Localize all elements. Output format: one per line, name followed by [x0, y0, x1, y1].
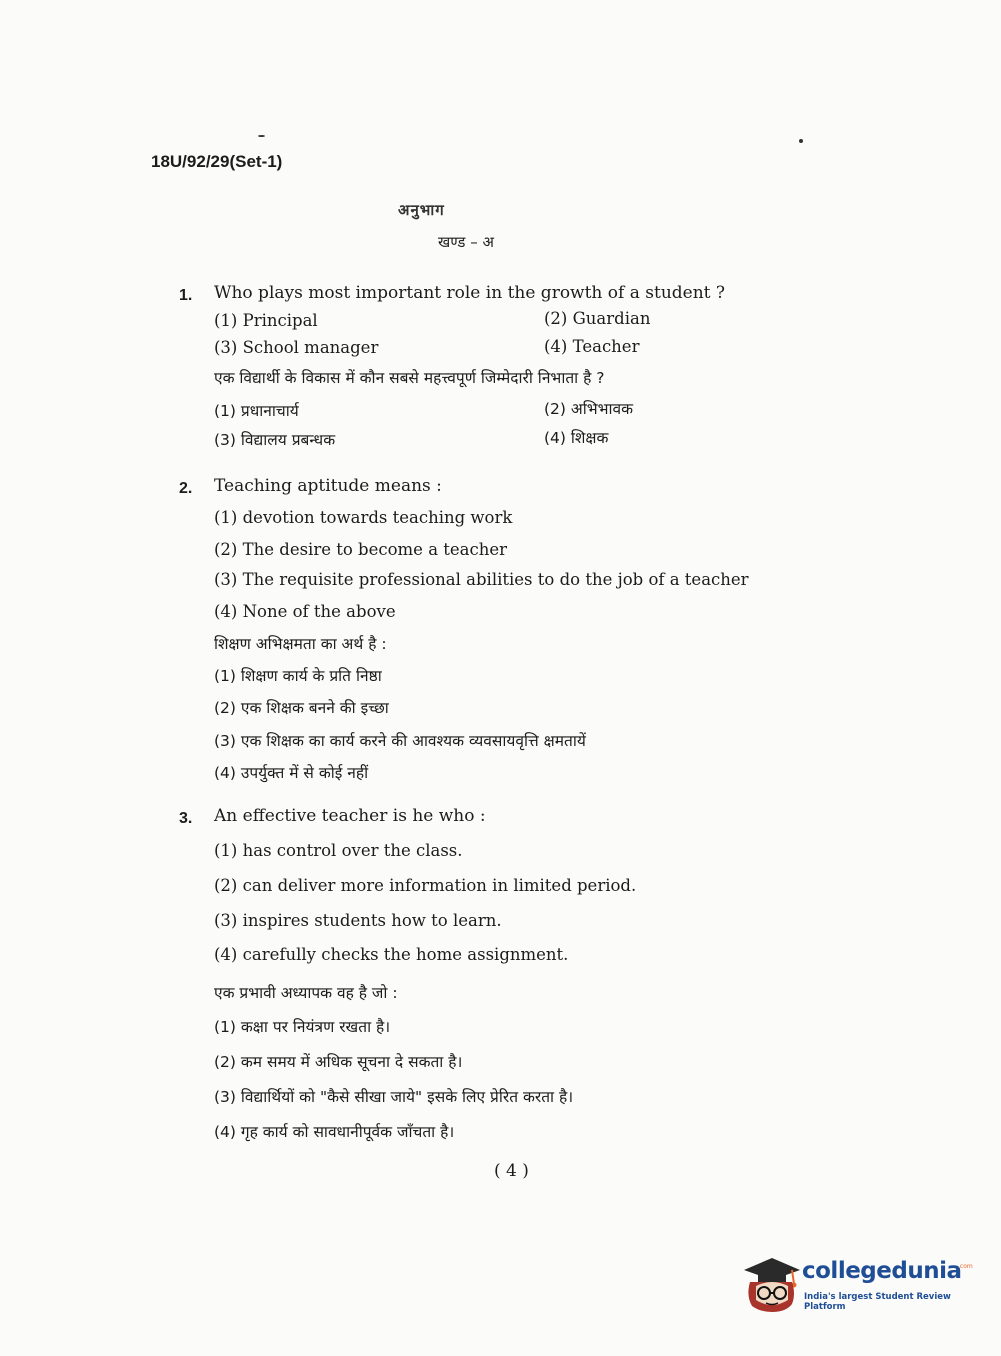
option: (2) can deliver more information in limited period.	[214, 876, 637, 895]
option-hindi: (2) एक शिक्षक बनने की इच्छा	[214, 699, 389, 717]
option-hindi: (1) शिक्षण कार्य के प्रति निष्ठा	[214, 667, 382, 685]
logo-suffix: .com	[958, 1263, 973, 1270]
question-text-hindi: एक विद्यार्थी के विकास में कौन सबसे महत्त्वपूर्ण जिम्मेदारी निभाता है ?	[214, 369, 605, 387]
page-number: ( 4 )	[494, 1161, 529, 1181]
question-text: An effective teacher is he who :	[214, 806, 486, 826]
mascot-icon	[742, 1248, 802, 1316]
collegedunia-logo	[742, 1248, 972, 1316]
paper-code: 18U/92/29(Set-1)	[151, 152, 283, 171]
option-hindi: (1) कक्षा पर नियंत्रण रखता है।	[214, 1018, 391, 1036]
logo-wordmark: collegedunia	[802, 1258, 962, 1284]
question-text: Who plays most important role in the growth of a student ?	[214, 283, 726, 303]
option: (1) Principal	[214, 311, 318, 330]
option-hindi: (2) कम समय में अधिक सूचना दे सकता है।	[214, 1053, 463, 1071]
question-number: 1.	[179, 287, 193, 304]
option-hindi: (1) प्रधानाचार्य	[214, 402, 299, 420]
option: (3) School manager	[214, 338, 379, 357]
scan-speck	[258, 135, 265, 137]
question-text-hindi: एक प्रभावी अध्यापक वह है जो :	[214, 984, 398, 1002]
option-hindi: (2) अभिभावक	[544, 400, 634, 418]
option: (4) Teacher	[544, 337, 640, 356]
option: (4) None of the above	[214, 602, 396, 621]
section-heading: खण्ड – अ	[438, 233, 494, 251]
logo-tagline: India's largest Student Review Platform	[804, 1292, 951, 1312]
option: (2) The desire to become a teacher	[214, 540, 508, 559]
option: (3) The requisite professional abilities to do the job of a teacher	[214, 570, 749, 589]
section-top-label: अनुभाग	[398, 201, 445, 219]
scan-speck	[799, 139, 803, 143]
question-text-hindi: शिक्षण अभिक्षमता का अर्थ है :	[214, 635, 387, 653]
option-hindi: (3) विद्यार्थियों को "कैसे सीखा जाये" इसके लिए प्रेरित करता है।	[214, 1088, 574, 1106]
question-number: 2.	[179, 480, 193, 497]
option-hindi: (3) विद्यालय प्रबन्धक	[214, 431, 336, 449]
question-text: Teaching aptitude means :	[214, 476, 442, 496]
option: (3) inspires students how to learn.	[214, 911, 502, 930]
option-hindi: (4) शिक्षक	[544, 429, 609, 447]
option-hindi: (4) उपर्युक्त में से कोई नहीं	[214, 764, 369, 782]
option: (4) carefully checks the home assignment.	[214, 945, 569, 964]
option-hindi: (4) गृह कार्य को सावधानीपूर्वक जाँचता है।	[214, 1123, 455, 1141]
question-number: 3.	[179, 810, 193, 827]
option: (2) Guardian	[544, 309, 651, 328]
option: (1) devotion towards teaching work	[214, 508, 513, 527]
option-hindi: (3) एक शिक्षक का कार्य करने की आवश्यक व्यवसायवृत्ति क्षमतायें	[214, 732, 586, 750]
option: (1) has control over the class.	[214, 841, 463, 860]
